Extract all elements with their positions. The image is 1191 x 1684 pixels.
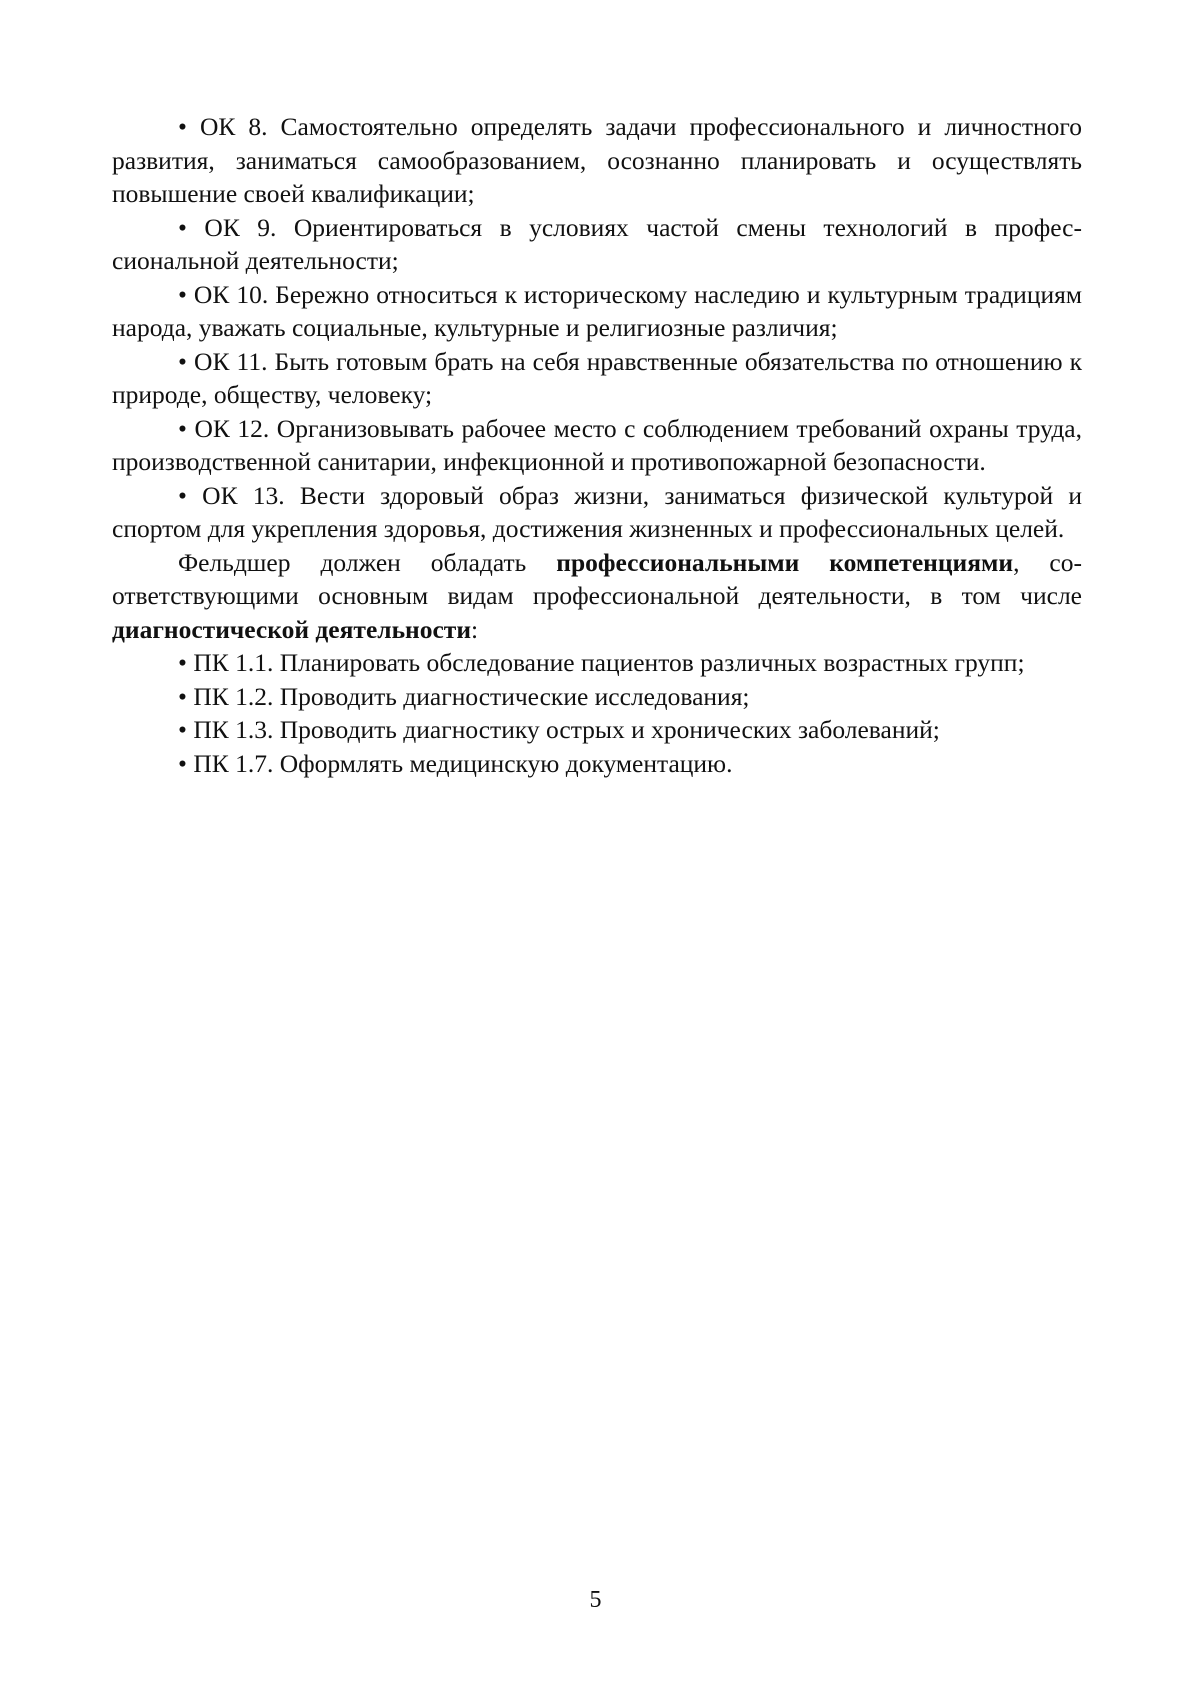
bullet-icon: •	[178, 346, 187, 376]
bullet-icon: •	[178, 648, 187, 677]
bullet-icon: •	[178, 279, 187, 309]
bullet-icon: •	[178, 112, 187, 141]
list-item-text: ОК 10. Бережно относиться к историческому наследию и культурным традициям народа, уважать социальные, культурные и религиозные различия;	[112, 279, 1082, 342]
page-number: 5	[589, 1587, 602, 1613]
list-item-text: ПК 1.1. Планировать обследование пациентов различных возрастных групп;	[193, 648, 1025, 677]
list-item-ok13	[112, 479, 1082, 546]
document-page	[112, 110, 1082, 780]
bullet-icon: •	[178, 413, 187, 443]
list-item-pk11	[112, 646, 1082, 680]
intro-text: :	[471, 614, 479, 644]
bullet-icon: •	[178, 748, 187, 778]
list-item-ok11	[112, 345, 1082, 412]
list-item-ok8	[112, 110, 1082, 211]
intro-bold-term: профессиональными компетенциями	[556, 547, 1014, 577]
list-item-pk17	[112, 747, 1082, 781]
intro-text: , соответствующими основным видам профессиональной деятельности, в том числе	[112, 547, 1082, 610]
bullet-icon: •	[178, 480, 187, 510]
list-item-text: ОК 8. Самостоятельно определять задачи профессионального и личностного развития, заниматься самообразованием, осознанно планировать и осуществлять повышение своей квалификации;	[112, 112, 1082, 208]
bullet-icon: •	[178, 212, 187, 242]
list-item-ok9	[112, 211, 1082, 278]
intro-text: Фельдшер должен обладать	[178, 547, 557, 577]
list-item-text: ОК 11. Быть готовым брать на себя нравственные обязательства по отношению к природе, обществу, человеку;	[112, 346, 1082, 409]
intro-bold-term: диагностической деятельности	[112, 614, 472, 644]
list-item-pk13	[112, 713, 1082, 747]
list-item-ok10	[112, 278, 1082, 345]
list-item-text: ОК 9. Ориентироваться в условиях частой смены технологий в профессиональной деятельности;	[112, 212, 1082, 275]
competencies-intro	[112, 546, 1082, 647]
bullet-icon: •	[178, 715, 187, 744]
list-item-text: ОК 13. Вести здоровый образ жизни, заниматься физической культурой и спортом для укрепления здоровья, достижения жизненных и профессиональных целей.	[112, 480, 1082, 543]
list-item-pk12	[112, 680, 1082, 714]
list-item-text: ОК 12. Организовывать рабочее место с соблюдением требований охраны труда, производственной санитарии, инфекционной и противопожарной безопасности.	[112, 413, 1082, 476]
list-item-text: ПК 1.3. Проводить диагностику острых и хронических заболеваний;	[193, 715, 940, 744]
list-item-text: ПК 1.7. Оформлять медицинскую документацию.	[193, 748, 733, 778]
bullet-icon: •	[178, 681, 187, 711]
list-item-text: ПК 1.2. Проводить диагностические исследования;	[193, 681, 750, 711]
list-item-ok12	[112, 412, 1082, 479]
